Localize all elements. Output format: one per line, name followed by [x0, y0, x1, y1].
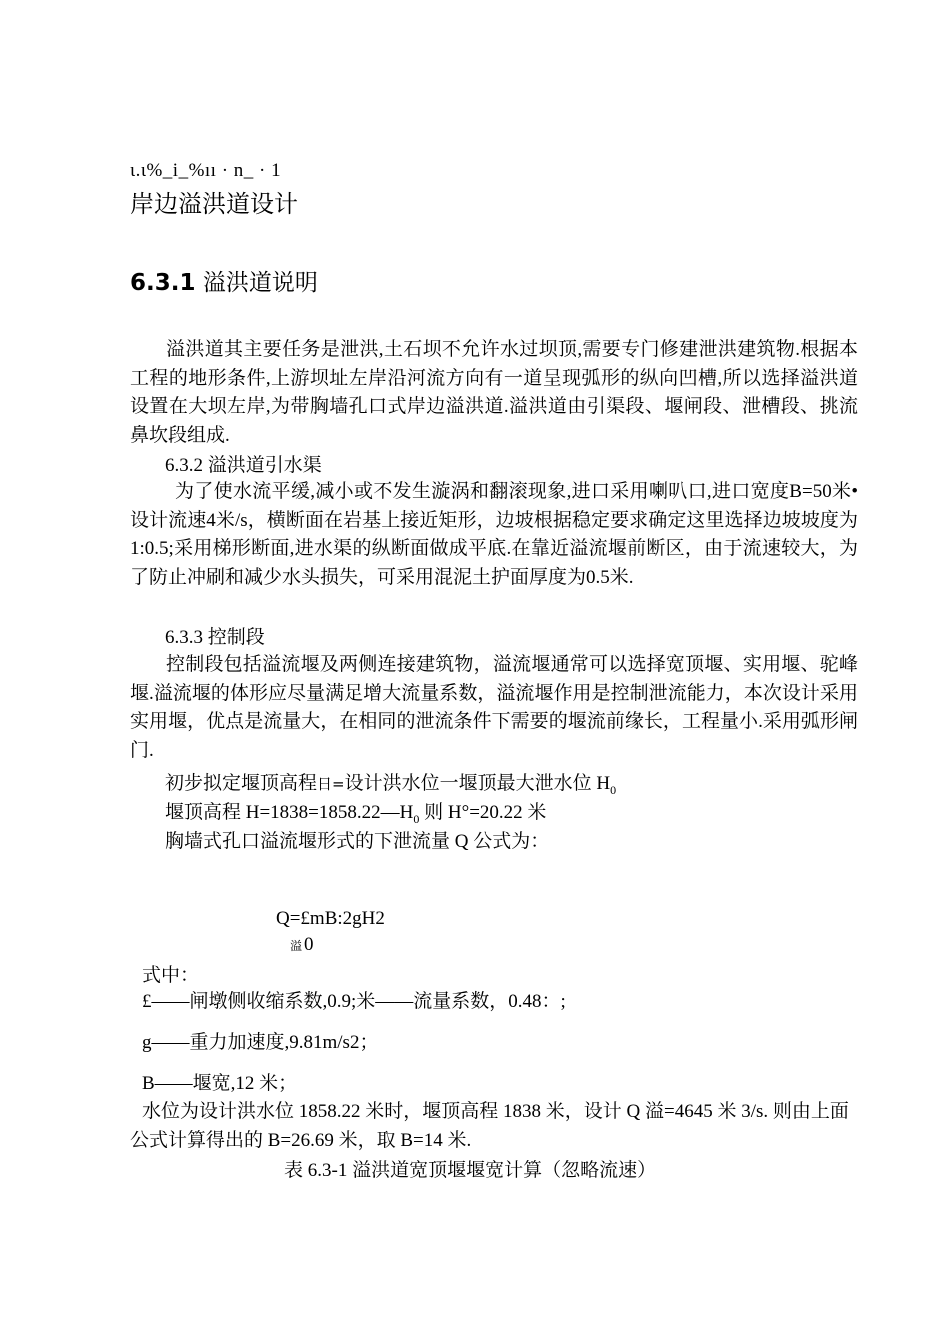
definition-b: B——堰宽,12 米； [142, 1073, 298, 1094]
height-text: 堰顶高程 H=1838=1858.22—H [165, 802, 414, 823]
paragraph-intake-channel: 为了使水流平缓,减小或不发生漩涡和翻滚现象,进口采用喇叭口,进口宽度B=50米•设计流速4米/s，横断面在岩基上接近矩形，边坡根据稳定要求确定这里选择边坡坡度为1:0.5;采用梯形断面,进水渠的纵断面做成平底.在靠近溢流堰前断区，由于流速较大，为了防止冲刷和减少水头损失，可采用混泥土护面厚度为0.5米. [130, 481, 858, 588]
chapter-title: 岸边溢洪道设计 [130, 190, 298, 218]
crest-elevation-line [165, 768, 616, 798]
crest-rest: 设计洪水位一堰顶最大泄水位 H [344, 773, 611, 794]
height-degree: ° [461, 802, 470, 823]
crest-height-line [165, 797, 546, 827]
section-title: 溢洪道说明 [202, 270, 318, 296]
discharge-formula: Q=£mB:2gH2 [276, 908, 385, 929]
definitions-intro: 式中： [142, 965, 200, 986]
garbled-header-line: ɩ.ɩ%_i_%ıı · n_ · 1 [130, 160, 282, 181]
calculation-result: 水位为设计洪水位 1858.22 米时，堰顶高程 1838 米，设计 Q 溢=4645 米 3/s. 则由上面公式计算得出的 B=26.69 米，取 B=14 米. [130, 1101, 849, 1151]
section-heading-6-3-3: 6.3.3 控制段 [165, 627, 265, 648]
crest-subscript: 0 [610, 782, 617, 797]
definition-epsilon: £——闸墩侧收缩系数,0.9;米——流量系数，0.48：; [142, 991, 566, 1012]
height-mid: 则 H [419, 802, 462, 823]
section-number: 6.3.1 [130, 270, 196, 296]
height-subscript: 0 [413, 811, 420, 826]
section-heading-6-3-2: 6.3.2 溢洪道引水渠 [165, 455, 322, 476]
height-end: =20.22 米 [469, 802, 547, 823]
formula-subscript-zero: 0 [304, 934, 314, 955]
section-heading-6-3-1 [130, 264, 318, 297]
paragraph-spillway-description: 溢洪道其主要任务是泄洪,土石坝不允许水过坝顶,需要专门修建泄洪建筑物.根据本工程的地形条件,上游坝址左岸沿河流方向有一道呈现弧形的纵向凹槽,所以选择溢洪道设置在大坝左岸,为带胸墙孔口式岸边溢洪道.溢洪道由引渠段、堰闸段、泄槽段、挑流鼻坎段组成. [130, 339, 858, 446]
discharge-formula-intro: 胸墙式孔口溢流堰形式的下泄流量 Q 公式为： [165, 831, 550, 852]
paragraph-control-section: 控制段包括溢流堰及两侧连接建筑物，溢流堰通常可以选择宽顶堰、实用堰、驼峰堰.溢流堰的体形应尽量满足增大流量系数，溢流堰作用是控制泄流能力，本次设计采用实用堰，优点是流量大，在相同的泄流条件下需要的堰流前缘长，工程量小.采用弧形闸门. [130, 654, 858, 761]
formula-subscript-label: 溢 [290, 939, 303, 953]
crest-glyph: ⽇= [317, 775, 345, 793]
formula-subscript [290, 934, 314, 956]
table-caption: 表 6.3-1 溢洪道宽顶堰堰宽计算（忽略流速） [284, 1160, 657, 1181]
crest-text: 初步拟定堰顶高程 [165, 773, 318, 794]
definition-g: g——重力加速度,9.81m/s2； [142, 1032, 379, 1053]
